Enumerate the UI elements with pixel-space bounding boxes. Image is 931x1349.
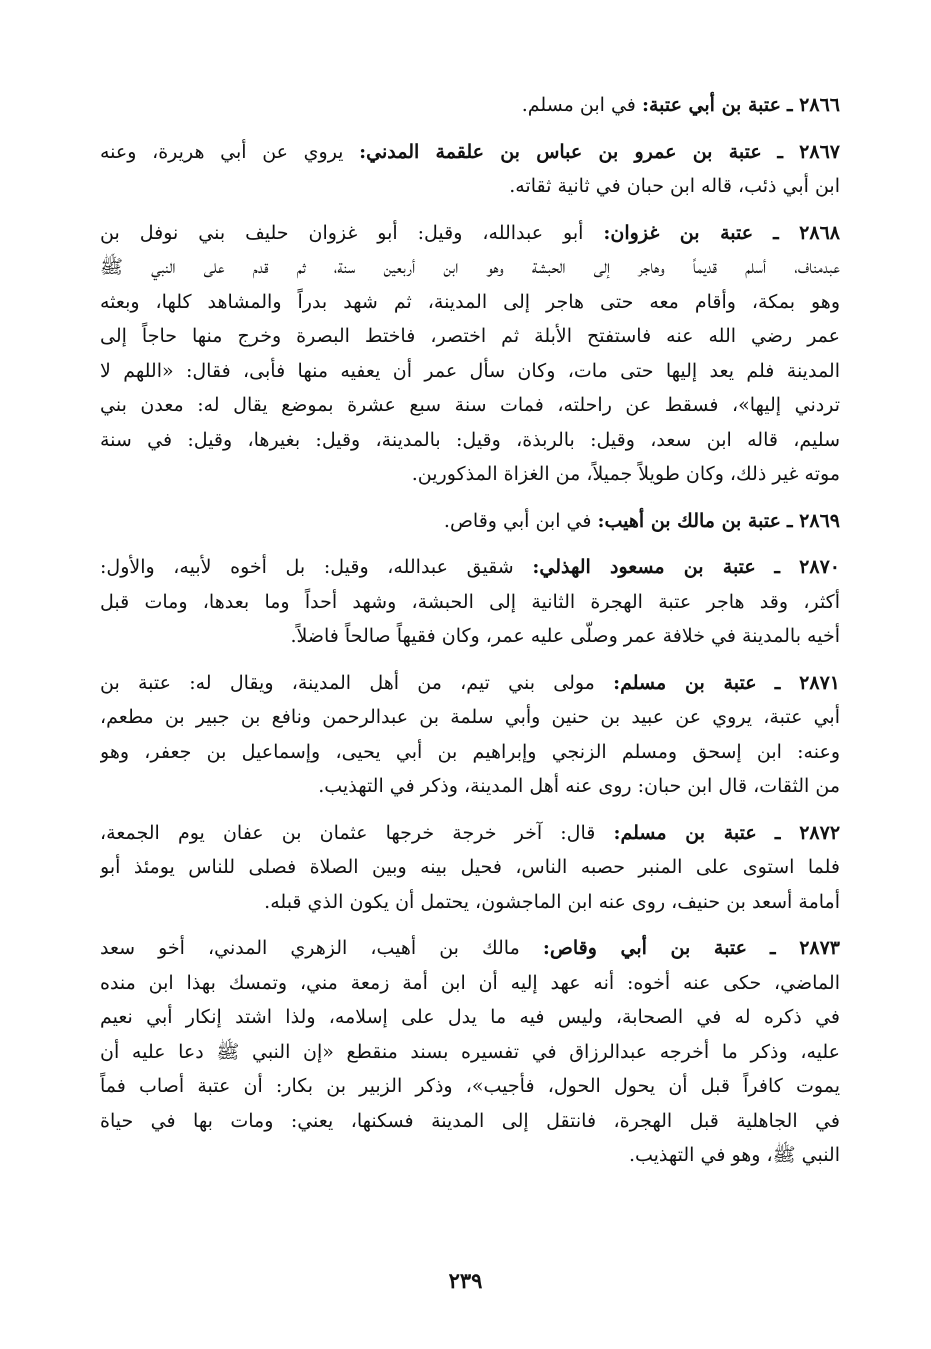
entry-line: عبدمناف، أسلم قديماً وهاجر إلى الحبشة وهو ابن أربعين سنة، ثم قدم على النبي ﷺ	[100, 256, 840, 278]
entry-number: ٢٨٧٢ ـ	[774, 821, 840, 844]
entry-text: في ابن مسلم.	[521, 94, 636, 116]
entry-line	[100, 666, 840, 701]
entry-line	[100, 931, 840, 966]
entry-line: النبي ﷺ، وهو في التهذيب.	[628, 1144, 840, 1166]
entry-number: ٢٨٦٩ ـ	[786, 509, 840, 532]
entry-line: سليم، قاله ابن سعد، وقيل: بالربذة، وقيل: بالمدينة، وقيل: بغيرها، وقيل: في سنة	[100, 428, 840, 451]
entry-line: فلما استوى على المنبر حصبه الناس، فحيل بينه وبين الصلاة فصلى للناس يومئذ أبو	[100, 856, 840, 878]
entry-2873	[100, 931, 840, 1173]
entry-line: في الجاهلية قبل الهجرة، فانتقل إلى المدينة فسكنها، يعني: ومات بها في حياة	[100, 1109, 840, 1132]
entry-2866	[100, 88, 840, 123]
entry-2871	[100, 666, 840, 804]
entry-head: عتبة بن مالك بن أهيب:	[597, 509, 781, 532]
entry-line: وعنه: ابن إسحق ومسلم الزنجي وإبراهيم بن أبي يحيى، وإسماعيل بن جعفر، وهو	[100, 740, 840, 763]
entry-line: الماضي، حكى عنه أخوه: أنه عهد إليه أن ابن أمة زمعة مني، وتمسك بهذا ابن منده	[100, 971, 840, 994]
entry-text: قال: آخر خرجة خرجها عثمان بن عفان يوم الجمعة،	[100, 821, 596, 844]
entry-head: عتبة بن مسلم:	[613, 821, 757, 844]
entry-head: عتبة بن مسعود الهذلي:	[532, 556, 756, 578]
entry-line	[100, 504, 840, 539]
entry-line: تردني إليها»، فسقط عن راحلته، فمات سنة سبع عشرة بموضع يقال له: معدن بني	[100, 394, 840, 416]
page-number: ٢٣٩	[448, 1268, 483, 1293]
entry-head: عتبة بن مسلم:	[613, 671, 757, 694]
entry-text: في ابن أبي وقاص.	[443, 509, 592, 532]
entry-line: يموت كافراً قبل أن يحول الحول، فأجيب»، وذكر الزبير بن بكار: أن عتبة أصاب فماً	[100, 1075, 840, 1097]
entry-line	[100, 550, 840, 585]
entry-text: يروي عن أبي هريرة، وعنه	[100, 140, 344, 163]
entry-line	[100, 88, 840, 123]
entry-line: وهو بمكة، وأقام معه حتى هاجر إلى المدينة، ثم شهد بدراً والمشاهد كلها، وبعثه	[100, 290, 840, 313]
entry-2868	[100, 216, 840, 492]
entry-line: من الثقات، قال ابن حبان: روى عنه أهل المدينة، وذكر في التهذيب.	[318, 775, 840, 797]
entry-line	[100, 216, 840, 251]
entry-line: المدينة فلم يعد إليها حتى مات، وكان سأل عمر أن يعفيه منها فأبى، فقال: «اللهم لا	[100, 359, 840, 382]
entry-number: ٢٨٧١ ـ	[774, 671, 840, 694]
entry-line: موته غير ذلك، وكان طويلاً جميلاً، من الغزاة المذكورين.	[411, 463, 840, 485]
entry-line	[100, 816, 840, 851]
entry-number: ٢٨٧٠ ـ	[774, 556, 840, 578]
entry-line: عليه، وذكر ما أخرجه عبدالرزاق في تفسيره بسند منقطع «إن النبي ﷺ دعا عليه أن	[100, 1040, 840, 1063]
entry-line: عمر رضي الله عنه فاستفتح الأبلة ثم اختصر، فاختط البصرة وخرج منها حاجاً إلى	[100, 325, 840, 347]
entry-number: ٢٨٦٦ ـ	[786, 94, 840, 116]
entry-line: في ذكره له في الصحابة، وليس فيه ما يدل على إسلامه، ولذا اشتد إنكار أبي نعيم	[100, 1006, 840, 1028]
entry-head: عتبة بن أبي وقاص:	[542, 937, 747, 959]
entry-text: مالك بن أهيب، الزهري المدني، أخو سعد	[100, 937, 520, 959]
entry-head: عتبة بن غزوان:	[603, 221, 754, 244]
entry-head: عتبة بن أبي عتبة:	[641, 94, 781, 116]
entry-line: أمامة أسعد بن حنيف، روى عنه ابن الماجشون، يحتمل أن يكون الذي قبله.	[264, 890, 840, 913]
entry-text: شقيق عبدالله، وقيل: بل أخوه لأبيه، والأول:	[100, 556, 514, 578]
entry-line	[100, 135, 840, 170]
entry-2870	[100, 550, 840, 654]
entry-line: أكثر، وقد هاجر عتبة الهجرة الثانية إلى الحبشة، وشهد أحداً وما بعدها، ومات قبل	[100, 590, 840, 613]
entry-line: أبي عتبة، يروي عن عبيد بن حنين وأبي سلمة بن عبدالرحمن ونافع بن جبير بن مطعم،	[100, 706, 840, 728]
entry-text: أبو عبدالله، وقيل: أبو غزوان حليف بني نوفل بن	[100, 221, 584, 244]
entry-head: عتبة بن عمرو بن عباس بن علقمة المدني:	[359, 140, 762, 163]
entry-2867	[100, 135, 840, 204]
entry-line: أخيه بالمدينة في خلافة عمر وصلّى عليه عمر، وكان فقيهاً صالحاً فاضلاً.	[290, 625, 840, 647]
document-body	[100, 88, 840, 1185]
entry-line: ابن أبي ذئب، قاله ابن حبان في ثانية ثقاته.	[509, 175, 840, 197]
entry-number: ٢٨٦٧ ـ	[777, 140, 840, 163]
entry-2872	[100, 816, 840, 920]
entry-number: ٢٨٦٨ ـ	[773, 221, 840, 244]
entry-text: مولى بني تيم، من أهل المدينة، ويقال له: عتبة بن	[100, 671, 595, 694]
entry-number: ٢٨٧٣ ـ	[769, 937, 840, 959]
entry-2869	[100, 504, 840, 539]
